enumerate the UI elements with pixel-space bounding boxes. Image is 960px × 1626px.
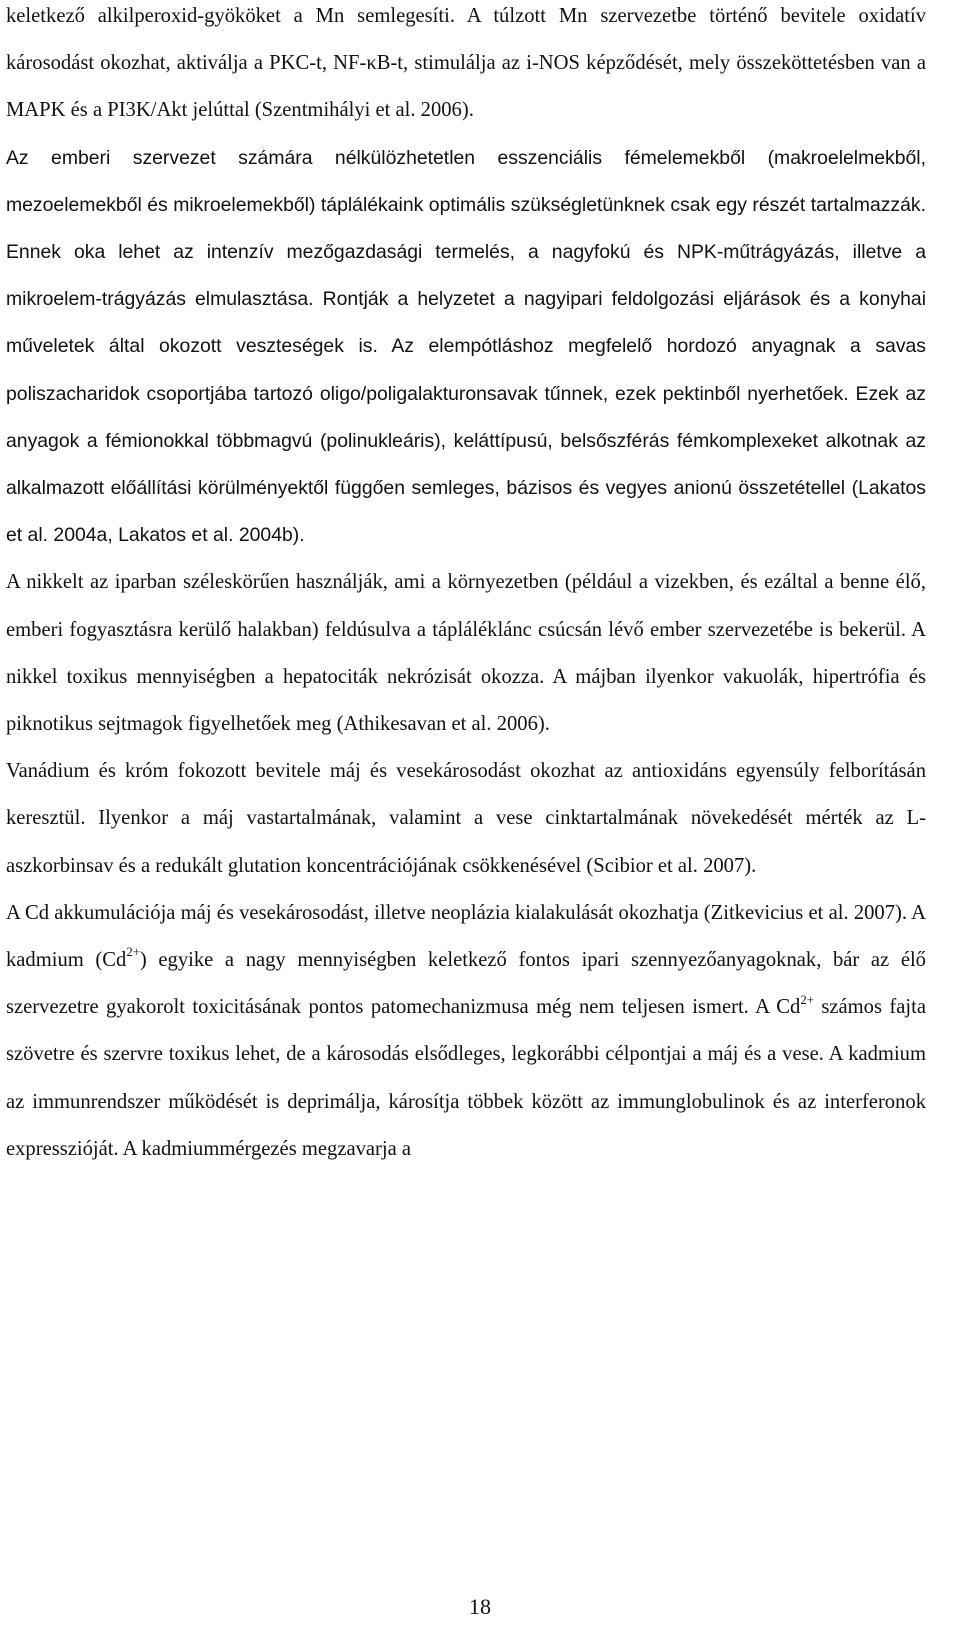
paragraph-vanadium-chromium: Vanádium és króm fokozott bevitele máj és vesekárosodást okozhat az antioxidáns egyensúly felborításán keresztül. Ilyenkor a máj vastartalmának, valamint a vese cinktartalmának növekedését mérték az L-aszkorbinsav és a redukált glutation koncentrációjának csökkenésével (Scibior et al. 2007).: [6, 760, 926, 877]
cadmium-ion-charge-superscript: 2+: [800, 992, 814, 1007]
paragraph-nickel: A nikkelt az iparban széleskörűen használják, ami a környezetben (például a vizekben, és ezáltal a benne élő, emberi fogyasztásra kerülő halakban) feldúsulva a tápláléklánc csúcsán lévő ember szervezetébe is bekerül. A nikkel toxikus mennyiségben a hepatociták nekrózisát okozza. A májban ilyenkor vakuolák, hipertrófia és piknotikus sejtmagok figyelhetőek meg (Athikesavan et al. 2006).: [6, 571, 926, 736]
paragraph-essential-elements: Az emberi szervezet számára nélkülözhetetlen esszenciális fémelemekből (makroelelmekből, mezoelemekből és mikroelemekből) táplálékaink optimális szükségletünknek csak egy részét tartalmazzák. Ennek oka lehet az intenzív mezőgazdasági termelés, a nagyfokú és NPK-műtrágyázás, illetve a mikroelem-trágyázás elmulasztása. Rontják a helyzetet a nagyipari feldolgozási eljárások és a konyhai műveletek által okozott veszteségek is. Az elempótláshoz megfelelő hordozó anyagnak a savas poliszacharidok csoportjába tartozó oligo/poligalakturonsavak tűnnek, ezek pektinből nyerhetőek. Ezek az anyagok a fémionokkal többmagvú (polinukleáris), keláttípusú, belsőszférás fémkomplexeket alkotnak az alkalmazott előállítási körülményektől függően semleges, bázisos és vegyes anionú összetétellel (Lakatos et al. 2004a, Lakatos et al. 2004b).: [6, 146, 926, 547]
cadmium-ion-charge-superscript: 2+: [126, 945, 140, 960]
page-number: 18: [469, 1594, 491, 1619]
paragraph-manganese: keletkező alkilperoxid-gyököket a Mn semlegesíti. A túlzott Mn szervezetbe történő bevitele oxidatív károsodást okozhat, aktiválja a PKC-t, NF-κB-t, stimulálja az i-NOS képződését, mely összeköttetésben van a MAPK és a PI3K/Akt jelúttal (Szentmihályi et al. 2006).: [6, 5, 926, 122]
paragraph-cadmium-segment-3: számos fajta szövetre és szervre toxikus lehet, de a károsodás elsődleges, legkorábbi célpontjai a máj és a vese. A kadmium az immunrendszer működését is deprimálja, károsítja többek között az immunglobulinok és az interferonok expresszióját. A kadmiummérgezés megzavarja a: [6, 996, 926, 1160]
paragraph-cadmium-segment-1: A Cd akkumulációja máj és vesekárosodást, illetve neoplázia kialakulását okozhatja (Zitkevicius et al. 2007). A kadmium (Cd: [6, 901, 926, 972]
paragraph-cadmium-segment-2: ) egyike a nagy mennyiségben keletkező fontos ipari szennyezőanyagoknak, bár az élő szervezetre gyakorolt toxicitásának pontos patomechanizmusa még nem teljesen ismert. A Cd: [6, 949, 926, 1019]
paragraph-cadmium: [6, 890, 926, 1173]
document-page: [6, 0, 926, 1173]
